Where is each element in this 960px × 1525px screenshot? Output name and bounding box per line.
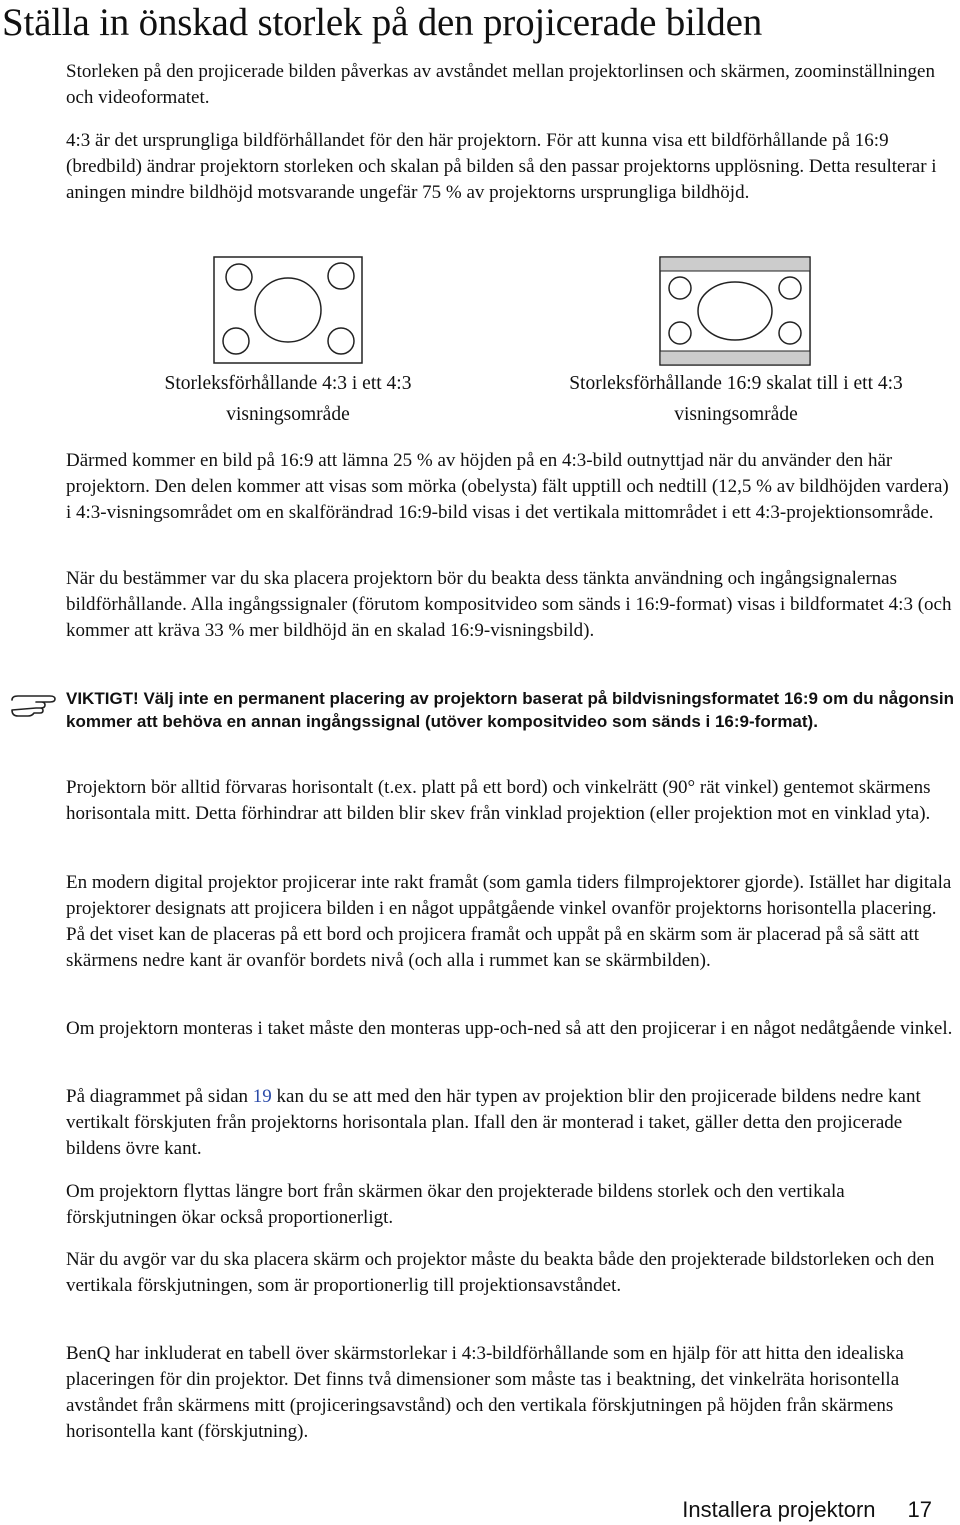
circle-center xyxy=(255,278,321,342)
caption-4-3-line2: visningsområde xyxy=(226,404,350,425)
diagram-reference-paragraph xyxy=(66,1084,954,1162)
aspect-4-3-diagram xyxy=(213,256,363,364)
circle-bottom-left xyxy=(669,322,691,344)
figure-4-3-in-4-3 xyxy=(213,256,363,364)
caption-16-9 xyxy=(524,368,948,430)
note-label: VIKTIGT! xyxy=(66,689,139,708)
intro-paragraph: Storleken på den projicerade bilden påverkas av avståndet mellan projektorlinsen och skärmen, zoominställningen och videoformatet. xyxy=(66,61,935,108)
page-title: Ställa in önskad storlek på den projicerade bilden xyxy=(2,1,763,44)
p8-text-after: kan du se att med den här typen av projektion blir den projicerade bildens nedre kant vertikalt förskjuten från projektorns horisontala plan. Ifall den är monterad i taket, gäller detta den projicerade bildens övre kant. xyxy=(66,1086,921,1159)
screen-placement-paragraph: När du avgör var du ska placera skärm och projektor måste du beakta både den projekterade bildstorleken och den vertikala förskjutningen, som är proportionerlig till projektionsavståndet. xyxy=(66,1249,935,1296)
caption-16-9-line1: Storleksförhållande 16:9 skalat till i ett 4:3 xyxy=(569,373,903,394)
caption-4-3-line1: Storleksförhållande 4:3 i ett 4:3 xyxy=(164,373,412,394)
distance-paragraph: Om projektorn flyttas längre bort från skärmen ökar den projekterade bildens storlek och den vertikala förskjutningen ökar också proportionerligt. xyxy=(66,1181,845,1228)
letterbox-band-bottom xyxy=(661,351,810,364)
note-text: Välj inte en permanent placering av projektorn baserat på bildvisningsformatet 16:9 om du någonsin kommer att behöva en annan ingångssignal (utöver kompositvideo som sänds i 16:9-format). xyxy=(66,689,954,731)
caption-4-3 xyxy=(112,368,464,430)
circle-top-left xyxy=(669,277,691,299)
circle-bottom-right xyxy=(328,328,354,354)
letterbox-band-top xyxy=(661,258,810,271)
aspect-ratio-paragraph: 4:3 är det ursprungliga bildförhållandet för den här projektorn. För att kunna visa ett bildförhållande på 16:9 (bredbild) ändrar projektorn storleken och skalan på bilden så den passar projektorns upplösning. Detta resulterar i aningen mindre bildhöjd motsvarande ungefär 75 % av projektorns ursprungliga bildhöjd. xyxy=(66,130,937,203)
circle-bottom-left xyxy=(223,328,249,354)
important-note xyxy=(66,687,956,733)
placement-paragraph: När du bestämmer var du ska placera projektorn bör du beakta dess tänkta användning och ingångsignalernas bildförhållande. Alla ingångssignaler (förutom kompositvideo som sänds i 16:9-format) visas i bildformatet 4:3 (och kommer att kräva 33 % mer bildhöjd än en skalad 16:9-visningsbild). xyxy=(66,568,952,641)
caption-16-9-line2: visningsområde xyxy=(674,404,798,425)
page-19-link[interactable]: 19 xyxy=(252,1086,272,1107)
ellipse-center xyxy=(698,282,772,340)
aspect-16-9-diagram xyxy=(659,256,811,366)
p8-text-before: På diagrammet på sidan xyxy=(66,1086,253,1107)
circle-top-left xyxy=(226,264,252,290)
circle-top-right xyxy=(328,263,354,289)
digital-projector-paragraph: En modern digital projektor projicerar inte rakt framåt (som gamla tiders filmprojektorer gjorde). Istället har digitala projektorer designats att projicera bilden i en något uppåtgående vinkel ovanför projektorns horisontella placering. På det viset kan de placeras på ett bord och projicera framåt och uppåt på en skärm som är placerad på så sätt att skärmens nedre kant är ovanför bordets nivå (och alla i rummet kan se skärmbilden). xyxy=(66,872,952,971)
ceiling-mount-paragraph: Om projektorn monteras i taket måste den monteras upp-och-ned så att den projicerar i en något nedåtgående vinkel. xyxy=(66,1018,953,1039)
circle-top-right xyxy=(779,277,801,299)
letterbox-paragraph: Därmed kommer en bild på 16:9 att lämna 25 % av höjden på en 4:3-bild outnyttjad när du använder den här projektorn. Den delen kommer att visas som mörka (obelysta) fält upptill och nedtill (12,5 % av bildhöjden vardera) i 4:3-visningsområdet om en skalförändrad 16:9-bild visas i det vertikala mittområdet i ett 4:3-projektionsområde. xyxy=(66,450,949,523)
pointing-hand-icon xyxy=(10,690,60,723)
circle-bottom-right xyxy=(779,322,801,344)
page-number: 17 xyxy=(907,1497,932,1522)
horizontal-placement-paragraph: Projektorn bör alltid förvaras horisontalt (t.ex. platt på ett bord) och vinkelrätt (90° rät vinkel) gentemot skärmens horisontala mitt. Detta förhindrar att bilden blir skev från vinklad projektion (eller projektion mot en vinklad yta). xyxy=(66,777,931,824)
benq-table-paragraph: BenQ har inkluderat en tabell över skärmstorlekar i 4:3-bildförhållande som en hjälp för att hitta den idealiska placeringen för din projektor. Det finns två dimensioner som måste tas i beaktning, det vinkelräta horisontella avståndet från skärmens mitt (projiceringsavstånd) och den vertikala förskjutningen på höjden från skärmens horisontella kant (förskjutning). xyxy=(66,1343,904,1442)
figure-16-9-in-4-3 xyxy=(659,256,811,366)
footer-section: Installera projektorn xyxy=(682,1497,876,1522)
page-footer xyxy=(682,1497,932,1523)
